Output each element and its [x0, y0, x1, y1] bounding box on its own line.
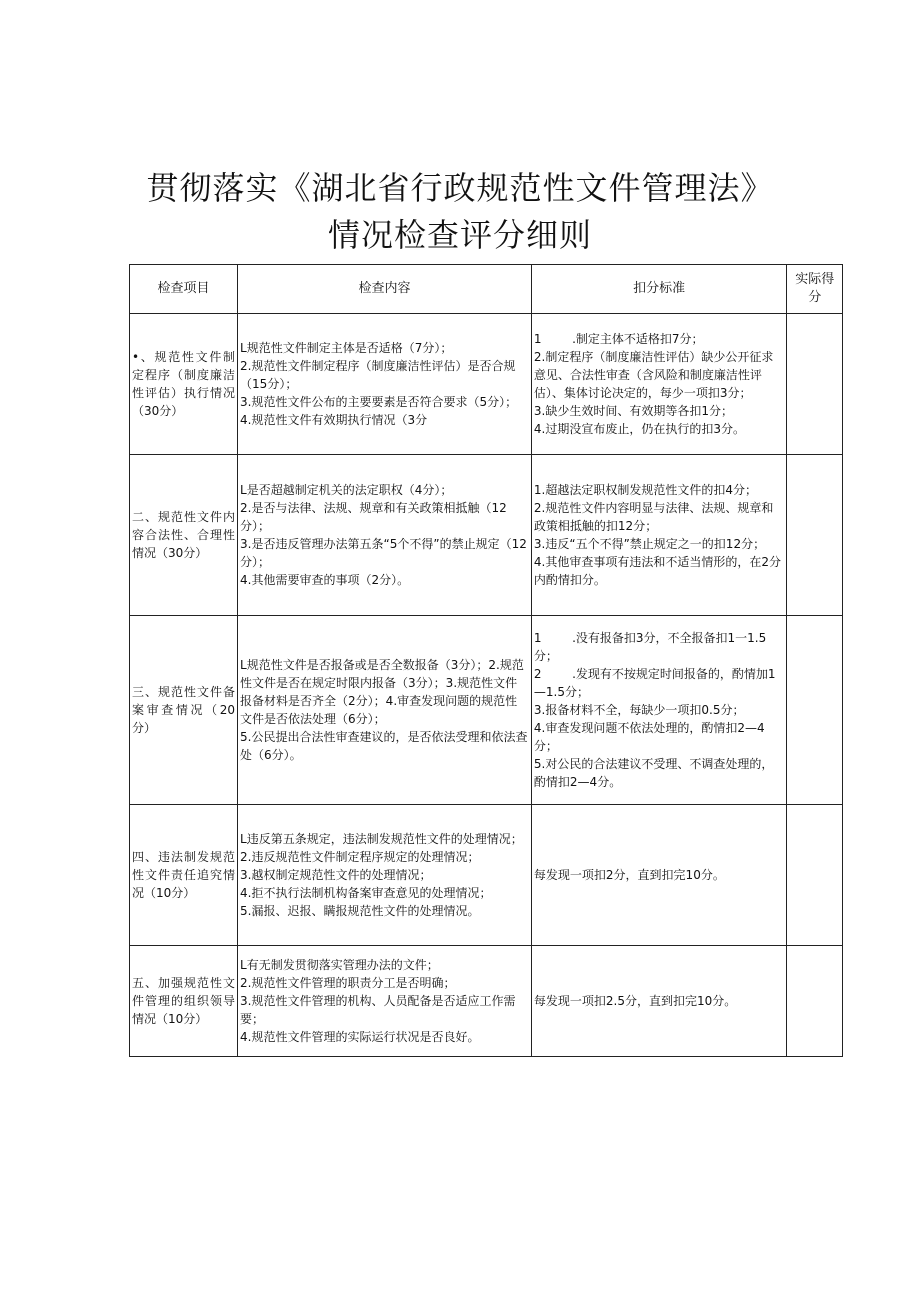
content-line: 3.是否违反管理办法第五条“5个不得”的禁止规定（12分）；: [240, 537, 527, 569]
content-line: 5.漏报、迟报、瞒报规范性文件的处理情况。: [240, 904, 480, 918]
standard-line: 2.规范性文件内容明显与法律、法规、规章和政策相抵触的扣12分；: [533, 501, 774, 533]
content-line: 2.违反规范性文件制定程序规定的处理情况；: [240, 850, 480, 864]
standard-line: 2.制定程序（制度廉洁性评估）缺少公开征求意见、合法性审查（含风险和制度廉洁性评估）、集体讨论决定的，每少一项扣3分；: [533, 350, 774, 400]
row-score-cell[interactable]: [787, 946, 843, 1057]
table-row: [130, 314, 843, 455]
content-line: L违反第五条规定，违法制发规范性文件的处理情况；: [240, 832, 523, 846]
standard-line: 1 .制定主体不适格扣7分；: [533, 332, 704, 346]
content-line: 5.公民提出合法性审查建议的，是否依法受理和依法查处（6分）。: [240, 730, 528, 762]
row-item: 二、规范性文件内容合法性、合理性情况（30分）: [130, 455, 238, 616]
standard-line: 每发现一项扣2.5分，直到扣完10分。: [533, 994, 737, 1008]
content-line: L规范性文件制定主体是否适格（7分）；: [240, 341, 453, 355]
table-row: [130, 455, 843, 616]
row-item: 五、加强规范性文件管理的组织领导情况（10分）: [130, 946, 238, 1057]
row-content: [238, 805, 532, 946]
row-standard: [531, 805, 787, 946]
standard-line: 4.过期没宣布废止，仍在执行的扣3分。: [533, 422, 746, 436]
standard-line: 4.其他审查事项有违法和不适当情形的，在2分内酌情扣分。: [533, 555, 782, 587]
content-line: 2.是否与法律、法规、规章和有关政策相抵触（12分）；: [240, 501, 507, 533]
page-title: 贯彻落实《湖北省行政规范性文件管理法》: [146, 169, 774, 207]
content-line: 3.规范性文件管理的机构、人员配备是否适应工作需要；: [240, 994, 516, 1026]
standard-line: 每发现一项扣2分，直到扣完10分。: [533, 868, 725, 882]
table-header-row: [130, 265, 843, 314]
standard-line: 3.违反“五个不得”禁止规定之一的扣12分；: [533, 537, 766, 551]
row-standard: [531, 314, 787, 455]
content-line: L有无制发贯彻落实管理办法的文件；: [240, 958, 439, 972]
row-standard: [531, 946, 787, 1057]
table-row: [130, 946, 843, 1057]
content-line: 4.其他需要审查的事项（2分）。: [240, 573, 410, 587]
header-standard: 扣分标准: [531, 265, 787, 314]
header-score: 实际得分: [787, 265, 843, 314]
standard-line: 3.缺少生效时间、有效期等各扣1分；: [533, 404, 734, 418]
standard-line: 1 .没有报备扣3分，不全报备扣1一1.5分；: [533, 631, 767, 663]
content-line: 2.规范性文件制定程序（制度廉洁性评估）是否合规（15分）；: [240, 359, 516, 391]
row-standard: [531, 455, 787, 616]
row-content: [238, 946, 532, 1057]
content-line: 4.规范性文件管理的实际运行状况是否良好。: [240, 1030, 480, 1044]
row-standard: [531, 616, 787, 805]
row-content: [238, 314, 532, 455]
standard-line: 1.超越法定职权制发规范性文件的扣4分；: [533, 483, 758, 497]
table-row: [130, 616, 843, 805]
header-item: 检查项目: [130, 265, 238, 314]
content-line: 4.拒不执行法制机构备案审查意见的处理情况；: [240, 886, 492, 900]
standard-line: 5.对公民的合法建议不受理、不调查处理的，酌情扣2—4分。: [533, 757, 774, 789]
row-content: [238, 616, 532, 805]
page-subtitle: 情况检查评分细则: [327, 216, 592, 254]
standard-line: 3.报备材料不全，每缺少一项扣0.5分；: [533, 703, 745, 717]
standard-line: —1.5分；: [533, 685, 590, 699]
table-row: [130, 805, 843, 946]
row-content: [238, 455, 532, 616]
row-score-cell[interactable]: [787, 805, 843, 946]
row-item: •、规范性文件制定程序（制度廉洁性评估）执行情况（30分）: [130, 314, 238, 455]
standard-line: 4.审查发现问题不依法处理的，酌情扣2—4分；: [533, 721, 765, 753]
content-line: 3.越权制定规范性文件的处理情况；: [240, 868, 432, 882]
standard-line: 2 .发现有不按规定时间报备的，酌情加1: [533, 667, 776, 681]
content-line: L规范性文件是否报备或是否全数报备（3分）；2.规范性文件是否在规定时限内报备（3分）；3.规范性文件报备材料是否齐全（2分）；4.审查发现问题的规范性文件是否依法处理（6分）；: [240, 658, 524, 726]
header-content: 检查内容: [238, 265, 532, 314]
content-line: L是否超越制定机关的法定职权（4分）；: [240, 483, 453, 497]
content-line: 2.规范性文件管理的职责分工是否明确；: [240, 976, 456, 990]
row-item: 三、规范性文件备案审查情况（20分）: [130, 616, 238, 805]
row-item: 四、违法制发规范性文件责任追究情况（10分）: [130, 805, 238, 946]
score-table: [129, 264, 843, 1057]
row-score-cell[interactable]: [787, 616, 843, 805]
content-line: 3.规范性文件公布的主要要素是否符合要求（5分）；: [240, 395, 518, 409]
row-score-cell[interactable]: [787, 455, 843, 616]
row-score-cell[interactable]: [787, 314, 843, 455]
content-line: 4.规范性文件有效期执行情况（3分: [240, 413, 428, 427]
